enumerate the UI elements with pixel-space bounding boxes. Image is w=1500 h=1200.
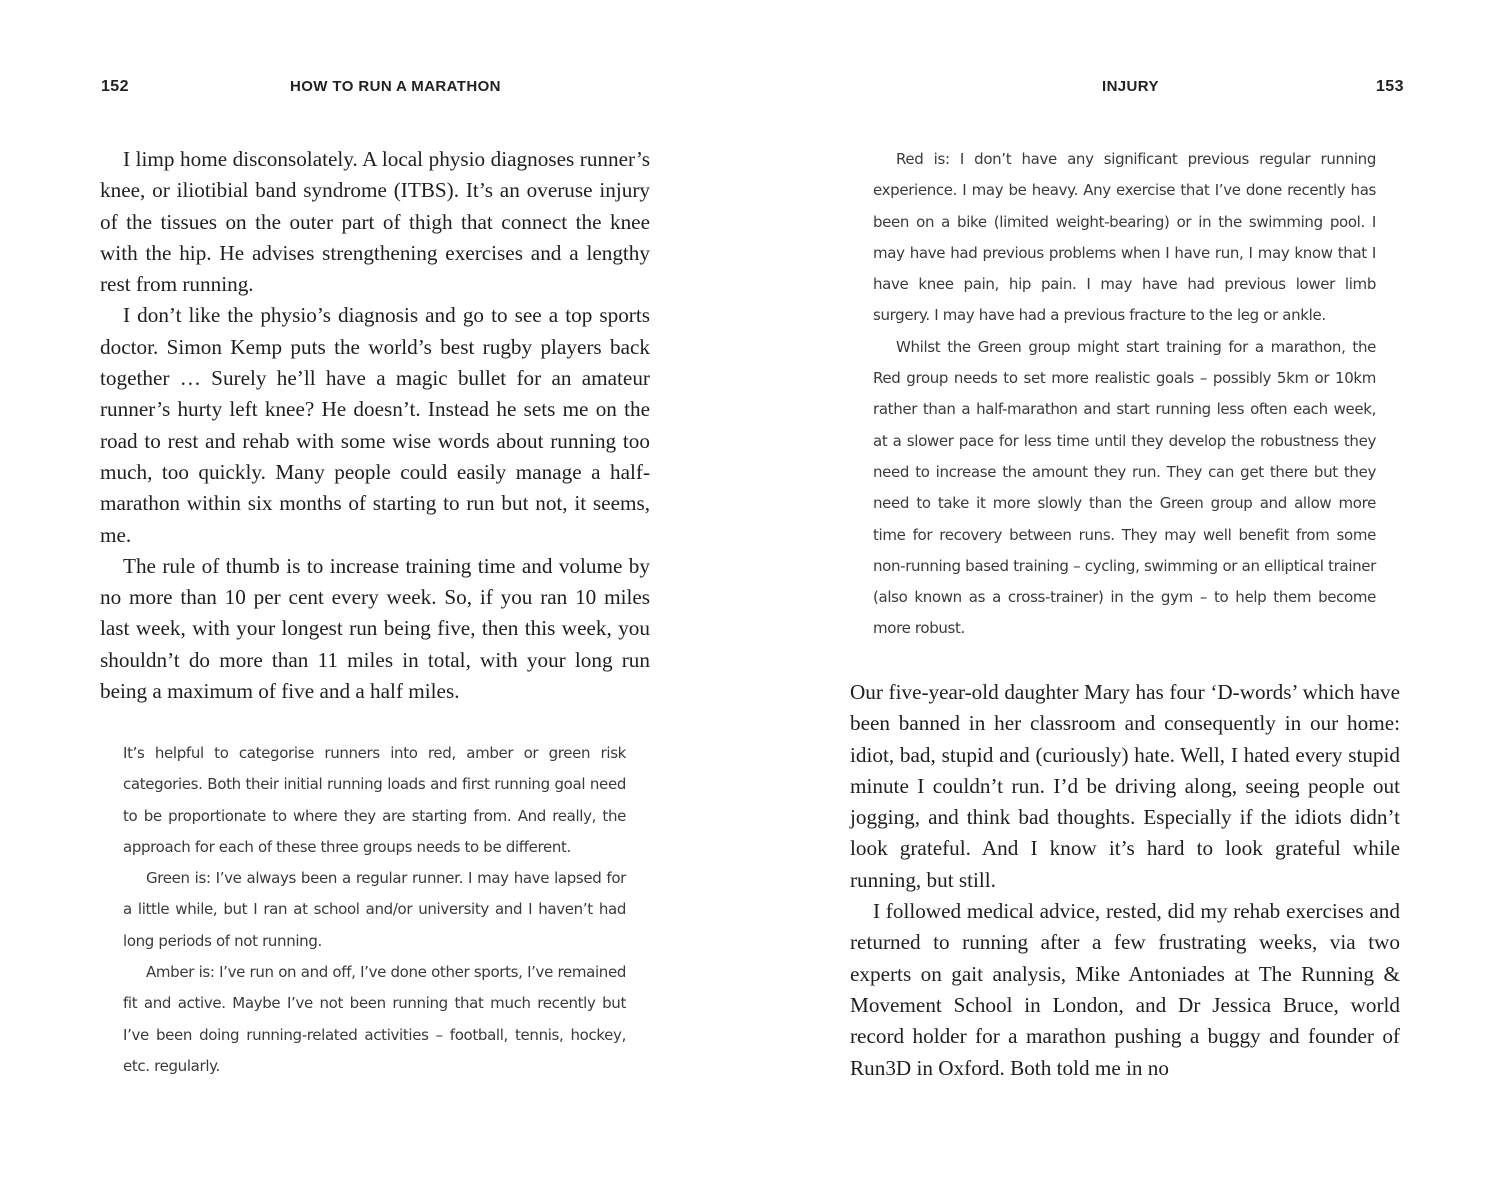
expert-advice-box	[873, 144, 1376, 645]
paragraph: The rule of thumb is to increase training time and volume by no more than 10 per cent every week. So, if you ran 10 miles last week, with your longest run being five, then this week, you shouldn’t do more than 11 miles in total, with your long run being a maximum of five and a half miles.	[100, 553, 650, 704]
page-number: 153	[1376, 78, 1404, 95]
box-paragraph: Red is: I don’t have any significant previous regular running experience. I may be heavy. Any exercise that I’ve done recently has been on a bike (limited weight-bearing) or in the swimming pool. I may have had previous problems when I have run, I may know that I have knee pain, hip pain. I may have had previous lower limb surgery. I may have had a previous fracture to the leg or ankle.	[873, 150, 1376, 325]
paragraph: I followed medical advice, rested, did my rehab exercises and returned to running after a few frustrating weeks, via two experts on gait analysis, Mike Antoniades at The Running & Movement School in London, and Dr Jessica Bruce, world record holder for a marathon pushing a buggy and founder of Run3D in Oxford. Both told me in no	[850, 899, 1400, 1080]
main-text	[100, 144, 650, 707]
box-paragraph: Green is: I’ve always been a regular runner. I may have lapsed for a little while, but I ran at school and/or university and I haven’t had long periods of not running.	[123, 869, 626, 950]
page-number: 152	[101, 78, 129, 95]
running-head: HOW TO RUN A MARATHON	[290, 78, 501, 95]
paragraph: Our five-year-old daughter Mary has four ‘D-words’ which have been banned in her classroom and consequently in our home: idiot, bad, stupid and (curiously) hate. Well, I hated every stupid minute I couldn’t run. I’d be driving along, seeing people out jogging, and think bad thoughts. Especially if the idiots didn’t look grateful. And I know it’s hard to look grateful while running, but still.	[850, 680, 1400, 892]
box-paragraph: It’s helpful to categorise runners into red, amber or green risk categories. Both their initial running loads and first running goal need to be proportionate to where they are starting from. And really, the approach for each of these three groups needs to be different.	[123, 744, 626, 856]
box-paragraph: Amber is: I’ve run on and off, I’ve done other sports, I’ve remained fit and active. Maybe I’ve not been running that much recently but I’ve been doing running-related activities – football, tennis, hockey, etc. regularly.	[123, 963, 626, 1075]
expert-advice-box	[123, 738, 626, 1082]
box-paragraph: Whilst the Green group might start training for a marathon, the Red group needs to set more realistic goals – possibly 5km or 10km rather than a half-marathon and start running less often each week, at a slower pace for less time until they develop the robustness they need to increase the amount they run. They can get there but they need to take it more slowly than the Green group and allow more time for recovery between runs. They may well benefit from some non-running based training – cycling, swimming or an elliptical trainer (also known as a cross-trainer) in the gym – to help them become more robust.	[873, 337, 1376, 638]
right-page	[750, 0, 1500, 1200]
paragraph: I don’t like the physio’s diagnosis and go to see a top sports doctor. Simon Kemp puts the world’s best rugby players back together … Surely he’ll have a magic bullet for an amateur runner’s hurty left knee? He doesn’t. Instead he sets me on the road to rest and rehab with some wise words about running too much, too quickly. Many people could easily manage a half-marathon within six months of starting to run but not, it seems, me.	[100, 303, 650, 547]
running-head: INJURY	[1102, 78, 1159, 95]
paragraph: I limp home disconsolately. A local physio diagnoses runner’s knee, or iliotibial band syndrome (ITBS). It’s an overuse injury of the tissues on the outer part of thigh that connect the knee with the hip. He advises strengthening exercises and a lengthy rest from running.	[100, 147, 650, 297]
main-text	[850, 677, 1400, 1084]
